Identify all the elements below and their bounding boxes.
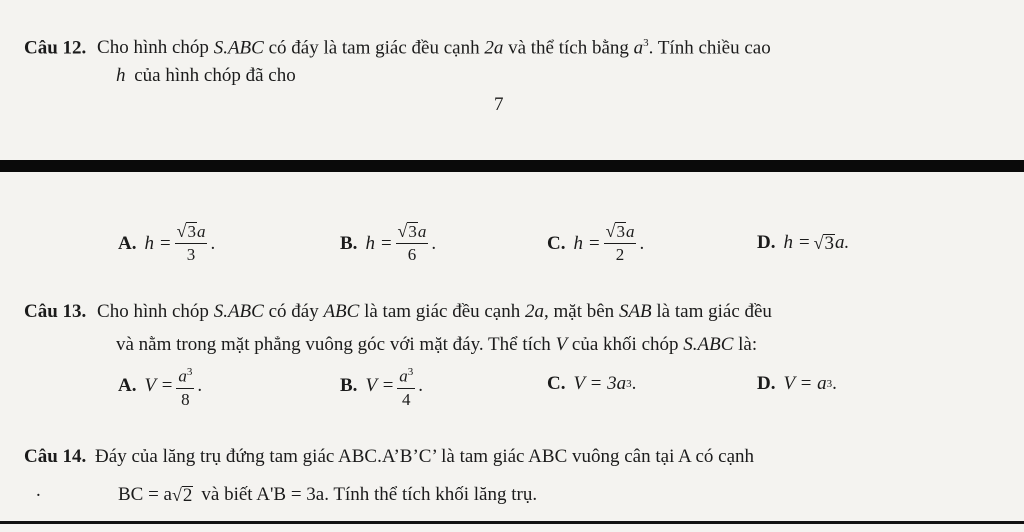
option-lhs: V = [144, 374, 174, 396]
option-lhs: h = [573, 232, 601, 254]
q13-text-line2a: và nằm trong mặt phẳng vuông góc với mặt đáy. Thể tích [116, 334, 551, 355]
option-lhs: h = [365, 232, 393, 254]
option-tail: . [418, 374, 424, 396]
radicand: 3 [616, 222, 625, 241]
option-letter: A. [118, 232, 137, 254]
radicand: 3 [824, 232, 834, 254]
option-letter: B. [340, 232, 358, 254]
denominator: 3 [186, 245, 196, 264]
num-tail: a [196, 222, 206, 241]
denominator: 8 [181, 389, 190, 409]
q12-text-e: và thể tích bằng [508, 37, 629, 59]
bottom-rule [0, 521, 1024, 524]
q13-text-d: ABC [323, 301, 360, 322]
q13-option-b [340, 362, 423, 410]
option-tail: . [210, 232, 216, 254]
q12-option-a [118, 222, 215, 265]
q13-text-b: S.ABC [213, 301, 264, 322]
q14-text-line1: Đáy của lăng trụ đứng tam giác ABC.A’B’C’ là tam giác ABC vuông cân tại A có cạnh [95, 446, 755, 467]
q14-dot: . [36, 480, 41, 501]
q12-text-g: . Tính chiều cao [648, 37, 771, 59]
q13-text-g: , mặt bên [544, 301, 615, 322]
numerator: a [399, 366, 408, 386]
option-letter: C. [547, 232, 566, 254]
option-letter: D. [757, 373, 776, 394]
q14-text-line2a: BC = a [118, 484, 172, 505]
option-lhs: V = a [783, 373, 827, 394]
separator-bar [0, 160, 1024, 172]
q13-option-c [547, 373, 636, 395]
q13-label: Câu 13. [24, 301, 87, 322]
q12-sup: 3 [643, 37, 649, 49]
q12-label: Câu 12. [24, 37, 87, 59]
q12-option-c [547, 222, 644, 265]
q13-text-line2c: của khối chóp [571, 334, 679, 355]
q13-text-a: Cho hình chóp [97, 301, 209, 322]
option-letter: B. [340, 374, 358, 396]
radicand: 2 [182, 484, 193, 506]
q12-text-b: S.ABC [213, 37, 264, 59]
q12-h: h [116, 65, 126, 86]
num-tail: a [625, 222, 635, 241]
num-sup: 3 [407, 366, 414, 378]
q12-text-line2: của hình chóp đã cho [134, 65, 296, 86]
numerator: a [178, 366, 187, 386]
q12-text-f: a [633, 37, 644, 59]
q13-line2 [116, 332, 757, 358]
q14-line2: BC = a √ 2 và biết A'B = 3a. Tính thể tích khối lăng trụ. [118, 482, 537, 508]
option-fraction: √ 3 a 2 [605, 221, 635, 264]
option-fraction [397, 362, 415, 410]
q14-line1 [24, 444, 754, 470]
option-tail: . [431, 232, 437, 254]
option-fraction [176, 362, 194, 410]
q12-text-c: có đáy là tam giác đều cạnh [268, 37, 480, 59]
num-sup: 3 [186, 366, 193, 378]
radicand: 3 [408, 222, 417, 241]
q13-option-a [118, 362, 202, 410]
q13-text-e: là tam giác đều cạnh [364, 301, 521, 322]
radicand: 3 [187, 222, 196, 241]
option-fraction: √ 3 a 3 [176, 221, 206, 264]
option-fraction: √ 3 a 6 [397, 221, 427, 264]
option-sup: 3 [826, 378, 833, 390]
q14-text-line2b: và biết A'B = 3a. Tính thể tích khối lăng trụ. [201, 484, 538, 505]
q13-text-f: 2a [525, 301, 544, 322]
denominator: 6 [407, 245, 417, 264]
option-lhs: h = [144, 232, 172, 254]
q12-option-d: D. h = √ 3 a. [757, 232, 850, 254]
q13-text-line2e: là: [738, 334, 758, 355]
q14-label: Câu 14. [24, 446, 87, 467]
num-tail: a [417, 222, 427, 241]
denominator: 4 [402, 389, 411, 409]
q12-text-d: 2a [484, 37, 504, 59]
q13-text-h: SAB [618, 301, 652, 322]
q12-line1 [24, 30, 771, 61]
denominator: 2 [615, 245, 625, 264]
option-tail: . [631, 373, 637, 394]
option-tail: . [197, 374, 203, 396]
page-number: 7 [494, 94, 504, 115]
option-letter: C. [547, 373, 566, 394]
q12-option-b [340, 222, 436, 265]
option-lhs: V = [365, 374, 395, 396]
option-lhs: h = [783, 232, 811, 253]
q13-text-c: có đáy [268, 301, 319, 322]
q12-line2 [116, 63, 296, 89]
option-tail: . [639, 232, 645, 254]
option-lhs: V = 3a [573, 373, 627, 394]
option-letter: A. [118, 374, 137, 396]
option-sup: 3 [626, 378, 632, 390]
q13-option-d [757, 373, 837, 395]
option-tail: a. [834, 232, 850, 253]
option-letter: D. [757, 232, 776, 253]
q13-text-line2b: V [555, 334, 568, 355]
q12-text-a: Cho hình chóp [97, 37, 209, 59]
q13-line1 [24, 299, 772, 325]
q13-text-line2d: S.ABC [683, 334, 734, 355]
option-tail: . [832, 373, 837, 394]
q13-text-i: là tam giác đều [656, 301, 772, 322]
